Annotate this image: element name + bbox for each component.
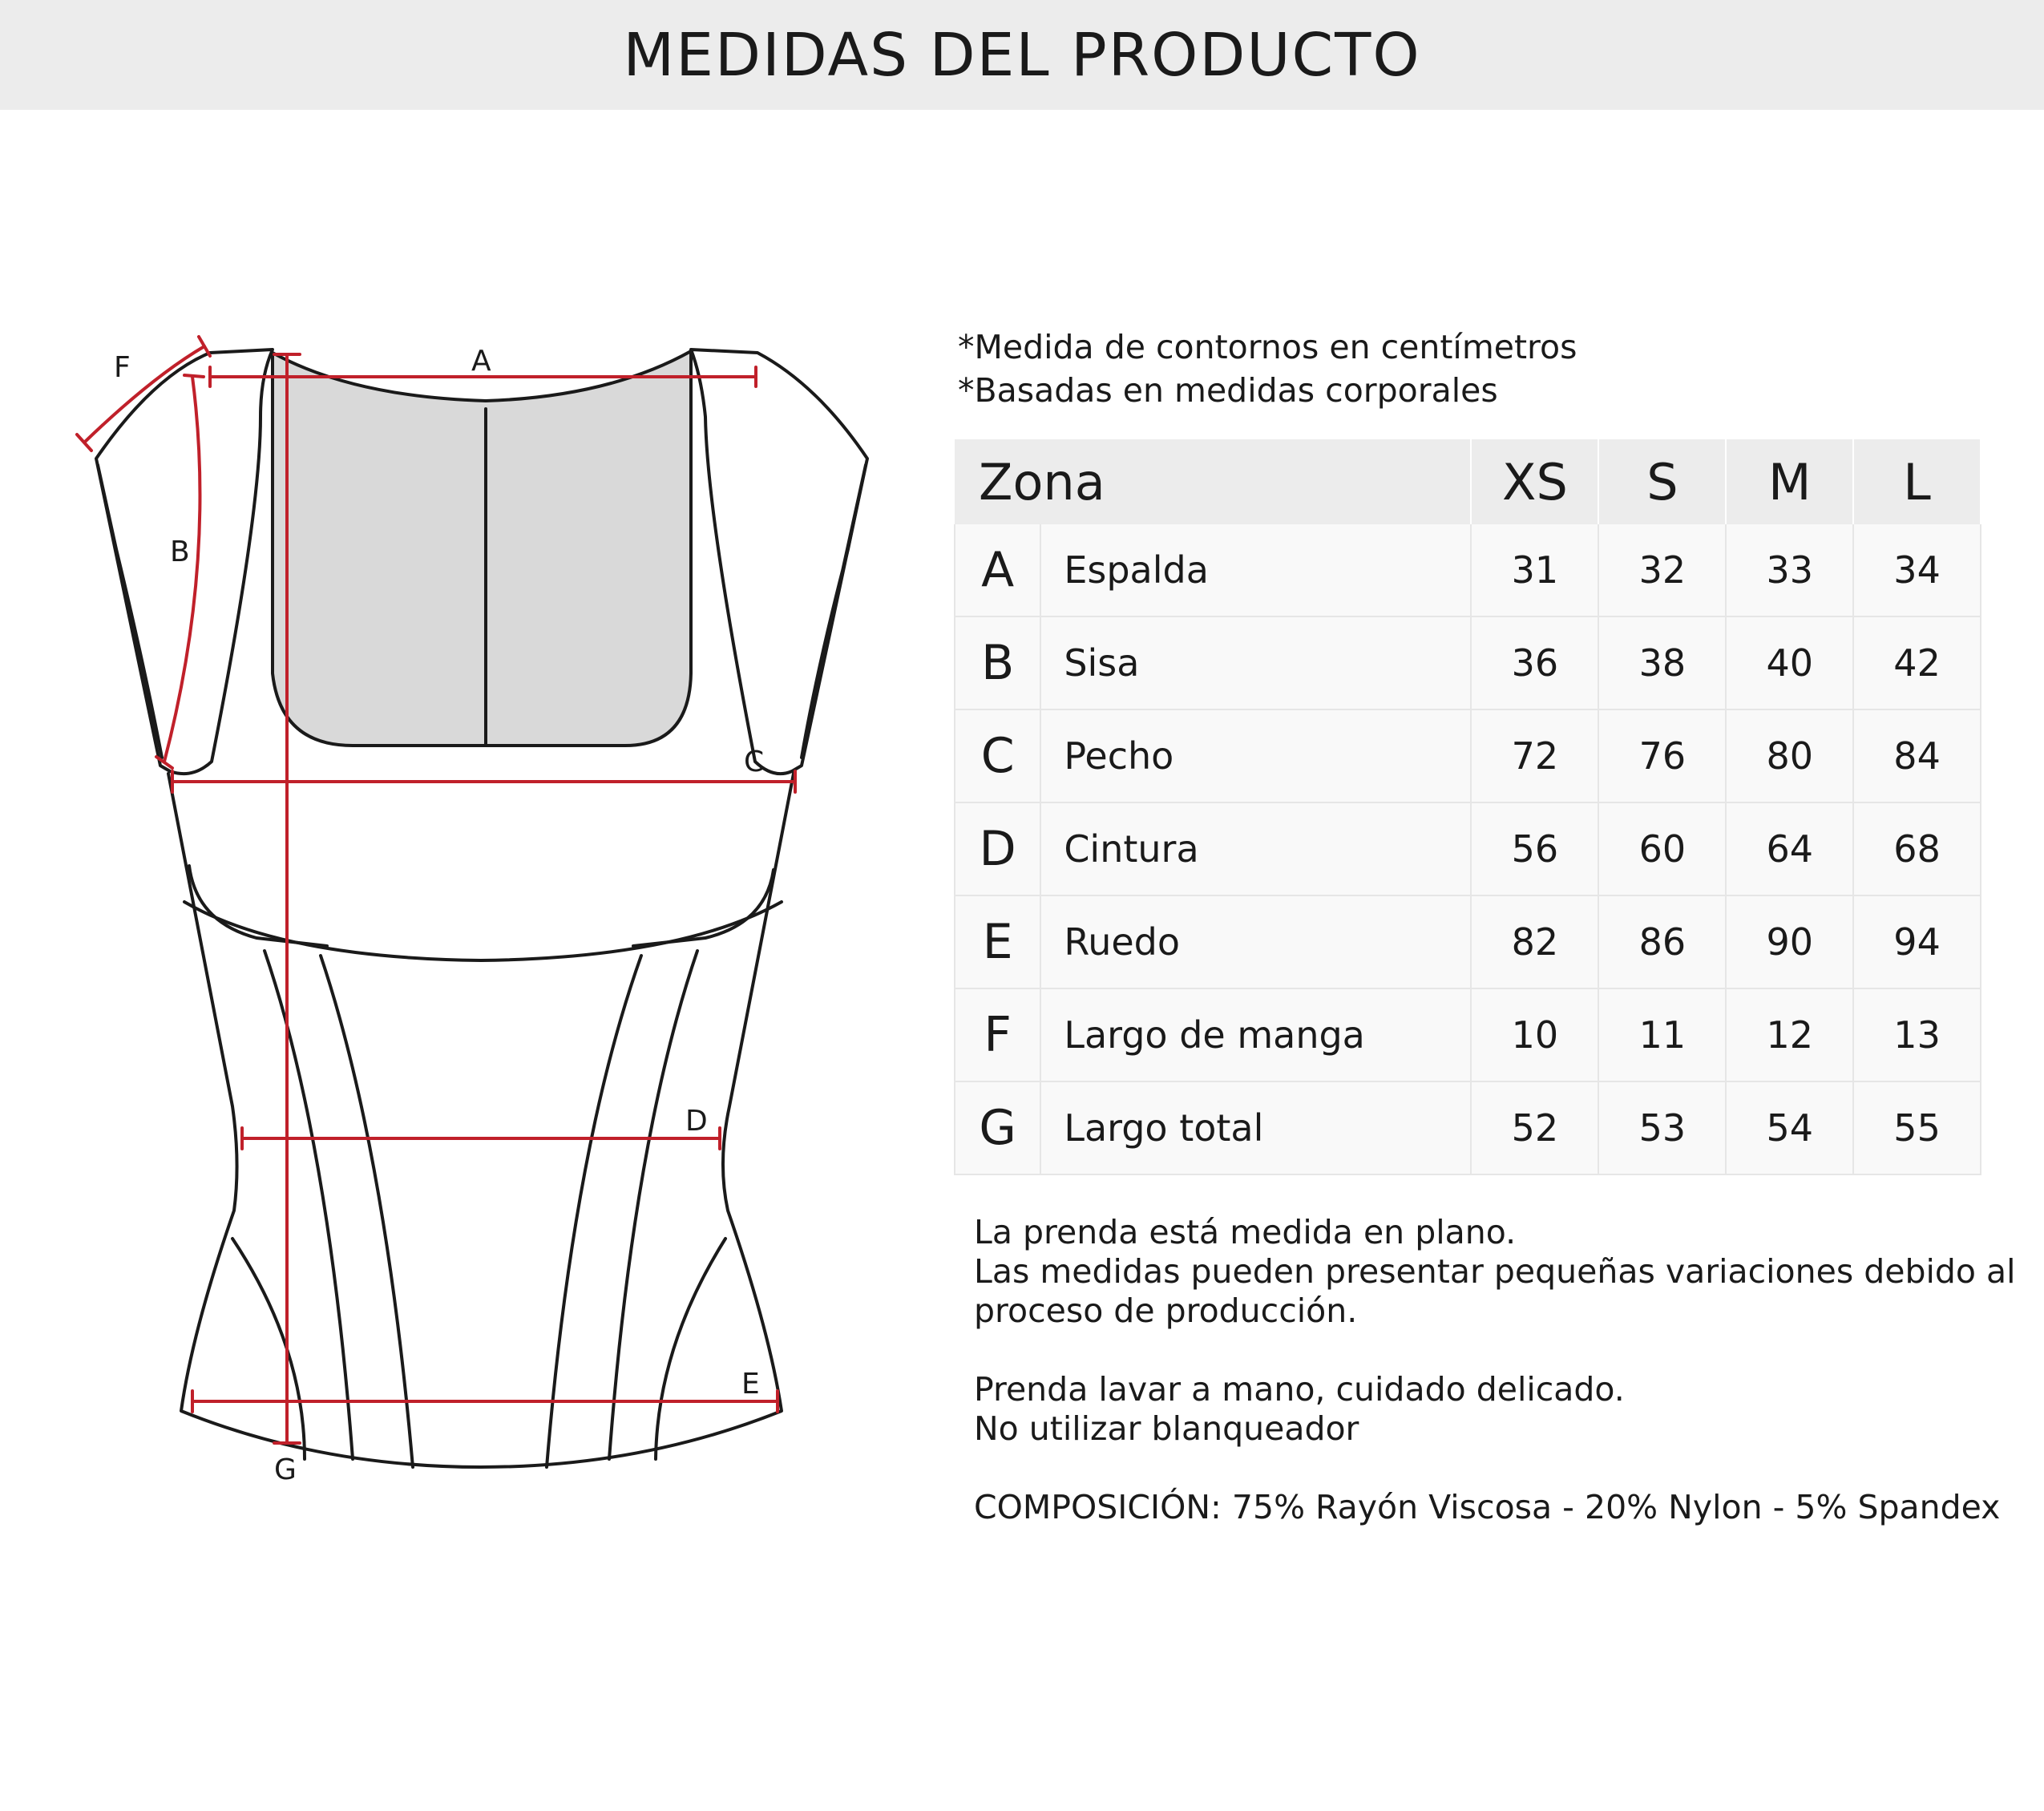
table-row [955,895,1981,988]
label-f: F [114,351,131,384]
zone-name: Espalda [1040,524,1471,616]
size-value: 60 [1598,802,1726,895]
table-header-row [955,439,1981,524]
zone-name: Pecho [1040,709,1471,802]
size-value: 80 [1726,709,1853,802]
size-value: 72 [1471,709,1598,802]
size-value: 82 [1471,895,1598,988]
size-value: 52 [1471,1081,1598,1174]
table-row [955,616,1981,709]
zone-code: B [955,616,1040,709]
measure-c [172,771,795,792]
back-neck-panel [273,351,691,746]
size-value: 31 [1471,524,1598,616]
garment-drawing [0,0,898,1523]
size-value: 38 [1598,616,1726,709]
zone-code: E [955,895,1040,988]
label-g: G [274,1453,297,1486]
header-size: XS [1471,439,1598,524]
care-line: La prenda está medida en plano. [974,1213,1517,1251]
note-line: *Basadas en medidas corporales [958,371,1498,410]
measurement-notes [958,325,1577,412]
size-value: 10 [1471,988,1598,1081]
seam-3 [547,956,641,1467]
right-sleeve-shade [802,465,866,758]
seam-4 [609,951,697,1459]
size-value: 94 [1853,895,1981,988]
left-sleeve-shade [98,465,162,758]
composition: COMPOSICIÓN: 75% Rayón Viscosa - 20% Nylon - 5% Spandex [974,1488,2001,1526]
zone-code: F [955,988,1040,1081]
size-value: 68 [1853,802,1981,895]
zone-code: A [955,524,1040,616]
zone-name: Largo de manga [1040,988,1471,1081]
label-d: D [685,1105,708,1138]
size-value: 53 [1598,1081,1726,1174]
header-zona: Zona [955,439,1471,524]
zone-name: Sisa [1040,616,1471,709]
seam-2 [321,956,413,1467]
zone-code: D [955,802,1040,895]
table-row [955,709,1981,802]
label-e: E [741,1368,760,1401]
size-value: 55 [1853,1081,1981,1174]
hip-seam-left [232,1239,305,1459]
size-table [954,439,1981,1175]
zone-name: Cintura [1040,802,1471,895]
table-row [955,988,1981,1081]
size-value: 12 [1726,988,1853,1081]
size-value: 42 [1853,616,1981,709]
label-a: A [471,345,491,378]
page-title: MEDIDAS DEL PRODUCTO [623,20,1421,90]
table-row [955,802,1981,895]
size-value: 64 [1726,802,1853,895]
care-line: Las medidas pueden presentar pequeñas variaciones debido al [974,1252,2016,1291]
note-line: *Medida de contornos en centímetros [958,328,1577,366]
right-sleeve [691,350,867,774]
size-value: 90 [1726,895,1853,988]
spacer [974,1449,2016,1488]
size-value: 84 [1853,709,1981,802]
seam-1 [265,951,353,1459]
spacer [974,1331,2016,1370]
header-size: M [1726,439,1853,524]
size-value: 34 [1853,524,1981,616]
care-line: Prenda lavar a mano, cuidado delicado. [974,1370,1625,1409]
size-value: 56 [1471,802,1598,895]
table-row [955,524,1981,616]
measure-e [192,1391,778,1412]
care-instructions [974,1213,2016,1527]
size-value: 36 [1471,616,1598,709]
table-row [955,1081,1981,1174]
size-value: 40 [1726,616,1853,709]
garment-diagram [0,0,898,1523]
size-value: 13 [1853,988,1981,1081]
size-value: 32 [1598,524,1726,616]
size-value: 54 [1726,1081,1853,1174]
header-size: L [1853,439,1981,524]
cup-seam [184,902,782,960]
label-c: C [744,746,765,778]
label-b: B [170,536,190,568]
size-value: 33 [1726,524,1853,616]
care-line: proceso de producción. [974,1292,1358,1330]
care-line: No utilizar blanqueador [974,1409,1359,1448]
measure-f [77,337,210,451]
measure-b [156,375,204,768]
zone-code: G [955,1081,1040,1174]
size-value: 76 [1598,709,1726,802]
zone-name: Largo total [1040,1081,1471,1174]
zone-name: Ruedo [1040,895,1471,988]
hip-seam-right [656,1239,725,1459]
size-value: 86 [1598,895,1726,988]
header-size: S [1598,439,1726,524]
size-value: 11 [1598,988,1726,1081]
zone-code: C [955,709,1040,802]
